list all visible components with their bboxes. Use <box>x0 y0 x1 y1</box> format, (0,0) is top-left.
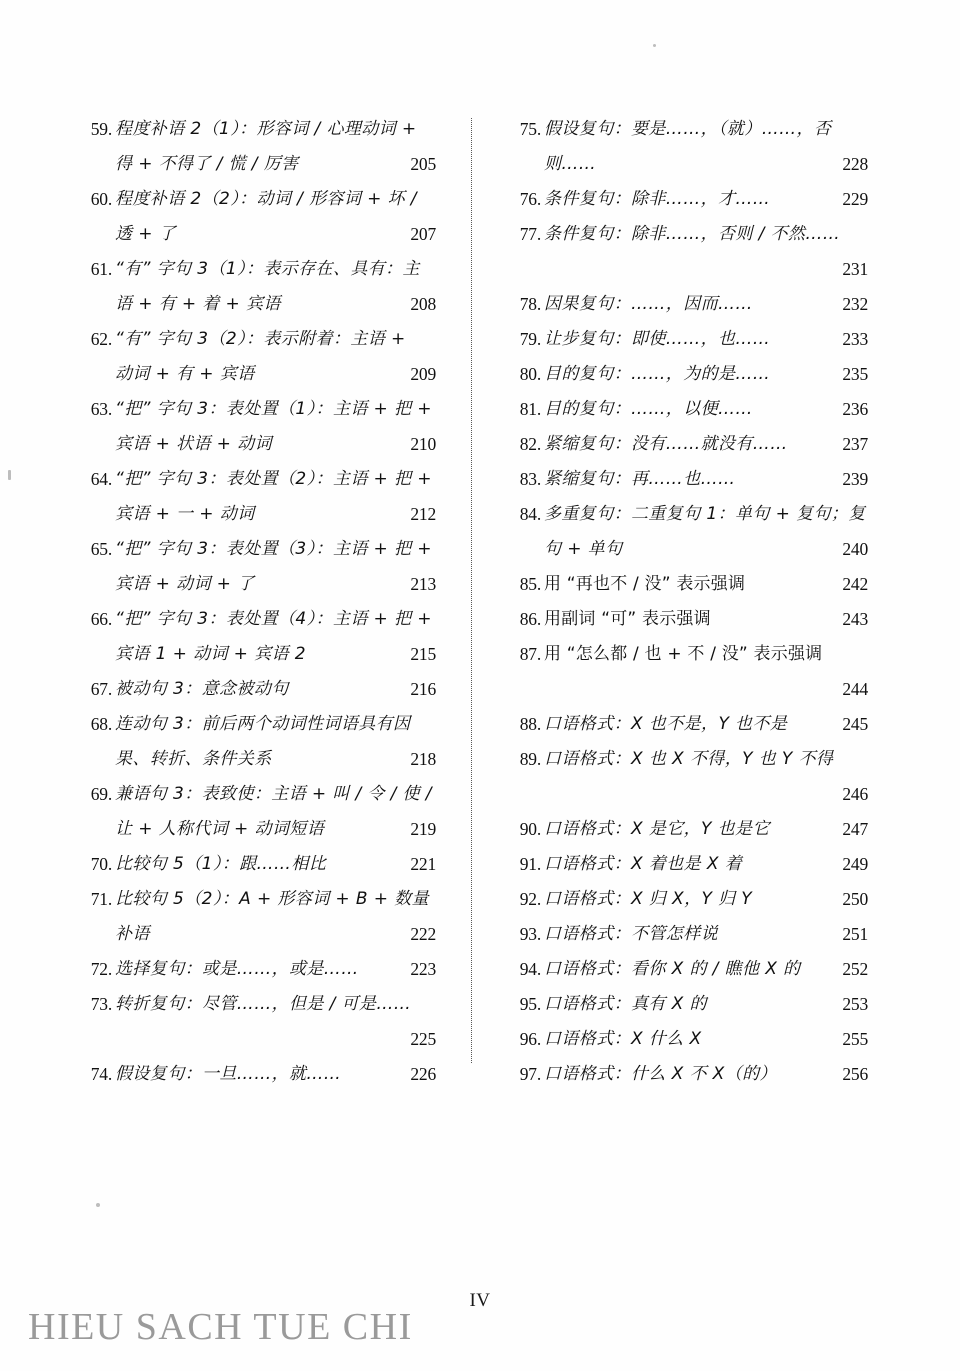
toc-entry-line <box>544 847 868 882</box>
toc-entry-title: 转折复句：尽管……，但是 / 可是…… <box>115 994 412 1014</box>
toc-page-number: 208 <box>410 294 436 314</box>
toc-entry <box>513 567 868 602</box>
toc-entry-title: 口语格式：真有 X 的 <box>544 994 707 1014</box>
toc-entry-line <box>115 777 436 812</box>
toc-entry-number: 87. <box>519 644 541 664</box>
toc-page-number: 242 <box>842 574 868 594</box>
toc-entry-number: 67. <box>90 679 112 699</box>
toc-entry-number: 68. <box>90 714 112 734</box>
toc-entry-title: 动词 + 有 + 宾语 <box>115 364 255 384</box>
scan-speck <box>653 44 656 47</box>
toc-page-number: 222 <box>410 924 436 944</box>
toc-page-number: 232 <box>842 294 868 314</box>
toc-entry-title: 口语格式：X 什么 X <box>544 1029 702 1049</box>
toc-page-number: 218 <box>410 749 436 769</box>
toc-entry-line <box>544 462 868 497</box>
toc-entry-number: 74. <box>90 1064 112 1084</box>
toc-entry-line <box>544 532 868 567</box>
toc-entry-number: 91. <box>519 854 541 874</box>
page-folio: IV <box>469 1290 491 1311</box>
toc-entry-number: 66. <box>90 609 112 629</box>
toc-entry-line <box>544 672 868 707</box>
toc-entry <box>513 707 868 742</box>
toc-entry-number: 84. <box>519 504 541 524</box>
toc-entry-number: 78. <box>519 294 541 314</box>
toc-page-number: 249 <box>842 854 868 874</box>
toc-entry-line <box>115 812 436 847</box>
toc-entry-line <box>115 847 436 882</box>
toc-entry-line <box>115 1022 436 1057</box>
toc-entry-line <box>544 392 868 427</box>
toc-column-left <box>84 112 436 1092</box>
toc-page-number: 212 <box>410 504 436 524</box>
toc-page-number: 243 <box>842 609 868 629</box>
toc-entry-title: “有” 字句 3（2）：表示附着：主语 + <box>115 329 406 349</box>
toc-entry-title: 用 “怎么都 / 也 + 不 / 没” 表示强调 <box>544 644 823 664</box>
scan-speck <box>8 470 11 480</box>
toc-entry-title: 用副词 “可” 表示强调 <box>544 609 711 629</box>
toc-entry-title: 口语格式：X 也 X 不得，Y 也 Y 不得 <box>544 749 834 769</box>
toc-entry-title: 口语格式：X 也不是，Y 也不是 <box>544 714 788 734</box>
toc-entry-line <box>544 1057 868 1092</box>
toc-entry <box>84 882 436 952</box>
toc-entry-title: 连动句 3：前后两个动词性词语具有因 <box>115 714 411 734</box>
toc-entry-line <box>544 812 868 847</box>
toc-entry-number: 85. <box>519 574 541 594</box>
toc-entry <box>84 707 436 777</box>
toc-page-number: 244 <box>842 679 868 699</box>
toc-entry-title: “把” 字句 3：表处置（2）：主语 + 把 + <box>115 469 432 489</box>
toc-entry-line <box>115 427 436 462</box>
toc-entry-title: 宾语 1 + 动词 + 宾语 2 <box>115 644 306 664</box>
toc-entry-number: 72. <box>90 959 112 979</box>
toc-page-number: 251 <box>842 924 868 944</box>
toc-entry-line <box>115 252 436 287</box>
toc-entry <box>84 462 436 532</box>
toc-entry-title: 假设复句：一旦……，就…… <box>115 1064 342 1084</box>
toc-entry <box>84 322 436 392</box>
toc-entry <box>513 847 868 882</box>
toc-entry-title: 口语格式：X 归 X，Y 归 Y <box>544 889 753 909</box>
toc-entry-title: 语 + 有 + 着 + 宾语 <box>115 294 281 314</box>
toc-entry <box>84 847 436 882</box>
toc-entry-line <box>115 567 436 602</box>
toc-entry <box>84 392 436 462</box>
toc-page-number: 237 <box>842 434 868 454</box>
toc-entry-title: 被动句 3：意念被动句 <box>115 679 289 699</box>
toc-entry <box>513 112 868 182</box>
toc-entry-line <box>115 357 436 392</box>
toc-entry-title: 宾语 + 状语 + 动词 <box>115 434 272 454</box>
toc-entry-line <box>544 112 868 147</box>
toc-entry-line <box>115 672 436 707</box>
toc-entry-line <box>115 637 436 672</box>
toc-entry <box>513 182 868 217</box>
toc-entry <box>84 1057 436 1092</box>
toc-page-number: 235 <box>842 364 868 384</box>
toc-entry <box>513 392 868 427</box>
toc-entry-line <box>115 217 436 252</box>
toc-page-number: 215 <box>410 644 436 664</box>
toc-entry-number: 65. <box>90 539 112 559</box>
toc-entry-number: 81. <box>519 399 541 419</box>
toc-page-number: 207 <box>410 224 436 244</box>
toc-entry-title: 口语格式：不管怎样说 <box>544 924 718 944</box>
toc-page-number: 225 <box>410 1029 436 1049</box>
toc-entry-title: 透 + 了 <box>115 224 177 244</box>
toc-entry-number: 75. <box>519 119 541 139</box>
toc-entry <box>513 357 868 392</box>
toc-entry-number: 73. <box>90 994 112 1014</box>
toc-entry-line <box>544 182 868 217</box>
toc-entry-title: 比较句 5（2）：A + 形容词 + B + 数量 <box>115 889 429 909</box>
toc-entry-number: 59. <box>90 119 112 139</box>
toc-entry <box>513 287 868 322</box>
toc-entry-line <box>544 287 868 322</box>
toc-page-number: 205 <box>410 154 436 174</box>
toc-entry-line <box>115 287 436 322</box>
toc-page-number: 231 <box>842 259 868 279</box>
toc-entry-number: 61. <box>90 259 112 279</box>
toc-entry-title: 目的复句：……，以便…… <box>544 399 753 419</box>
toc-entry-number: 96. <box>519 1029 541 1049</box>
toc-entry-title: 让步复句：即使……，也…… <box>544 329 771 349</box>
toc-entry-title: 比较句 5（1）：跟……相比 <box>115 854 327 874</box>
toc-entry-number: 63. <box>90 399 112 419</box>
toc-entry-number: 93. <box>519 924 541 944</box>
toc-entry-number: 70. <box>90 854 112 874</box>
toc-entry-number: 71. <box>90 889 112 909</box>
toc-entry-title: 多重复句：二重复句 1：单句 + 复句；复 <box>544 504 866 524</box>
toc-entry-number: 95. <box>519 994 541 1014</box>
toc-entry-line <box>544 882 868 917</box>
toc-entry-line <box>115 462 436 497</box>
toc-entry-line <box>544 497 868 532</box>
toc-entry-title: 紧缩复句：没有……就没有…… <box>544 434 788 454</box>
toc-entry <box>513 1022 868 1057</box>
toc-entry-title: 假设复句：要是……，（就）……，否 <box>544 119 832 139</box>
toc-entry <box>84 602 436 672</box>
toc-entry-number: 94. <box>519 959 541 979</box>
toc-entry <box>84 952 436 987</box>
toc-entry-number: 69. <box>90 784 112 804</box>
toc-entry <box>513 637 868 707</box>
toc-entry <box>84 532 436 602</box>
toc-page-number: 240 <box>842 539 868 559</box>
toc-page-number: 216 <box>410 679 436 699</box>
toc-entry <box>513 987 868 1022</box>
toc-entry-title: “有” 字句 3（1）：表示存在、具有：主 <box>115 259 420 279</box>
toc-entry-number: 80. <box>519 364 541 384</box>
toc-entry-line <box>544 1022 868 1057</box>
toc-entry <box>513 497 868 567</box>
toc-page-number: 245 <box>842 714 868 734</box>
toc-entry-title: 宾语 + 动词 + 了 <box>115 574 255 594</box>
toc-page-number: 229 <box>842 189 868 209</box>
toc-page-number: 256 <box>842 1064 868 1084</box>
toc-entry-line <box>544 217 868 252</box>
toc-page-number: 250 <box>842 889 868 909</box>
toc-entry-title: 紧缩复句：再……也…… <box>544 469 736 489</box>
toc-page-number: 255 <box>842 1029 868 1049</box>
toc-entry-number: 62. <box>90 329 112 349</box>
toc-page-number: 236 <box>842 399 868 419</box>
toc-entry-number: 64. <box>90 469 112 489</box>
toc-entry-title: 用 “再也不 / 没” 表示强调 <box>544 574 746 594</box>
toc-entry-line <box>115 987 436 1022</box>
toc-entry <box>513 322 868 357</box>
toc-entry-line <box>115 147 436 182</box>
toc-page-number: 226 <box>410 1064 436 1084</box>
toc-entry-number: 92. <box>519 889 541 909</box>
toc-entry-number: 86. <box>519 609 541 629</box>
toc-entry-number: 82. <box>519 434 541 454</box>
toc-entry-title: “把” 字句 3：表处置（1）：主语 + 把 + <box>115 399 432 419</box>
toc-entry-line <box>115 322 436 357</box>
toc-entry-line <box>115 602 436 637</box>
toc-entry-line <box>544 602 868 637</box>
toc-entry-line <box>544 637 868 672</box>
toc-entry-line <box>115 532 436 567</box>
toc-entry-line <box>115 917 436 952</box>
toc-entry-line <box>544 357 868 392</box>
toc-entry <box>513 917 868 952</box>
toc-entry-title: “把” 字句 3：表处置（3）：主语 + 把 + <box>115 539 432 559</box>
toc-page-number: 221 <box>410 854 436 874</box>
toc-entry-line <box>115 497 436 532</box>
toc-entry <box>84 987 436 1057</box>
toc-entry-title: 得 + 不得了 / 慌 / 厉害 <box>115 154 299 174</box>
toc-entry-title: 句 + 单句 <box>544 539 623 559</box>
toc-entry-title: 目的复句：……，为的是…… <box>544 364 771 384</box>
toc-entry-title: “把” 字句 3：表处置（4）：主语 + 把 + <box>115 609 432 629</box>
toc-entry <box>513 742 868 812</box>
toc-page-number: 209 <box>410 364 436 384</box>
toc-entry-title: 口语格式：看你 X 的 / 瞧他 X 的 <box>544 959 801 979</box>
toc-page-number: 219 <box>410 819 436 839</box>
toc-entry-title: 条件复句：除非……，否则 / 不然…… <box>544 224 841 244</box>
toc-entry-line <box>115 112 436 147</box>
toc-entry-line <box>115 707 436 742</box>
toc-entry <box>84 672 436 707</box>
toc-entry-title: 果、转折、条件关系 <box>115 749 272 769</box>
toc-page-number: 239 <box>842 469 868 489</box>
toc-entry-number: 90. <box>519 819 541 839</box>
toc-page-number: 223 <box>410 959 436 979</box>
column-divider <box>471 118 472 1063</box>
toc-entry-line <box>544 252 868 287</box>
toc-entry-line <box>115 182 436 217</box>
toc-entry-line <box>115 952 436 987</box>
toc-entry-title: 宾语 + 一 + 动词 <box>115 504 255 524</box>
toc-entry-line <box>115 392 436 427</box>
toc-entry-line <box>115 742 436 777</box>
toc-entry-number: 83. <box>519 469 541 489</box>
toc-entry-title: 因果复句：……，因而…… <box>544 294 753 314</box>
toc-entry-number: 76. <box>519 189 541 209</box>
toc-page-number: 210 <box>410 434 436 454</box>
toc-page-number: 228 <box>842 154 868 174</box>
toc-entry-line <box>544 777 868 812</box>
toc-entry-title: 程度补语 2（2）：动词 / 形容词 + 坏 / <box>115 189 417 209</box>
toc-entry <box>513 1057 868 1092</box>
toc-page-number: 246 <box>842 784 868 804</box>
toc-entry-line <box>544 567 868 602</box>
toc-entry-title: 兼语句 3：表致使：主语 + 叫 / 令 / 使 / <box>115 784 432 804</box>
toc-entry-line <box>544 322 868 357</box>
toc-entry-number: 77. <box>519 224 541 244</box>
toc-entry-title: 口语格式：什么 X 不 X（的） <box>544 1064 777 1084</box>
toc-entry <box>513 952 868 987</box>
toc-entry-line <box>544 427 868 462</box>
toc-page-number: 252 <box>842 959 868 979</box>
toc-entry <box>84 112 436 182</box>
toc-entry-line <box>544 147 868 182</box>
toc-page-number: 247 <box>842 819 868 839</box>
toc-entry-number: 79. <box>519 329 541 349</box>
toc-entry-line <box>115 1057 436 1092</box>
toc-entry-number: 60. <box>90 189 112 209</box>
toc-entry-title: 口语格式：X 着也是 X 着 <box>544 854 743 874</box>
toc-entry <box>513 812 868 847</box>
toc-entry <box>84 182 436 252</box>
toc-entry <box>513 427 868 462</box>
toc-entry-title: 让 + 人称代词 + 动词短语 <box>115 819 325 839</box>
toc-entry-title: 程度补语 2（1）：形容词 / 心理动词 + <box>115 119 417 139</box>
toc-page-number: 213 <box>410 574 436 594</box>
toc-entry <box>513 217 868 287</box>
toc-entry <box>513 602 868 637</box>
toc-entry-line <box>544 987 868 1022</box>
toc-entry <box>84 252 436 322</box>
toc-entry <box>513 462 868 497</box>
toc-entry-number: 89. <box>519 749 541 769</box>
scan-speck <box>96 1203 100 1207</box>
watermark: HIEU SACH TUE CHI <box>28 1306 413 1348</box>
toc-page-number: 233 <box>842 329 868 349</box>
toc-entry-line <box>115 882 436 917</box>
toc-entry-title: 则…… <box>544 154 597 174</box>
toc-entry-line <box>544 742 868 777</box>
toc-page-number: 253 <box>842 994 868 1014</box>
toc-entry-title: 条件复句：除非……，才…… <box>544 189 771 209</box>
toc-entry-title: 选择复句：或是……，或是…… <box>115 959 359 979</box>
toc-entry-title: 口语格式：X 是它，Y 也是它 <box>544 819 770 839</box>
toc-entry-title: 补语 <box>115 924 150 944</box>
toc-entry-line <box>544 952 868 987</box>
toc-entry-number: 97. <box>519 1064 541 1084</box>
toc-entry-number: 88. <box>519 714 541 734</box>
toc-entry <box>513 882 868 917</box>
toc-entry-line <box>544 707 868 742</box>
toc-entry-line <box>544 917 868 952</box>
toc-column-right <box>513 112 868 1092</box>
toc-entry <box>84 777 436 847</box>
